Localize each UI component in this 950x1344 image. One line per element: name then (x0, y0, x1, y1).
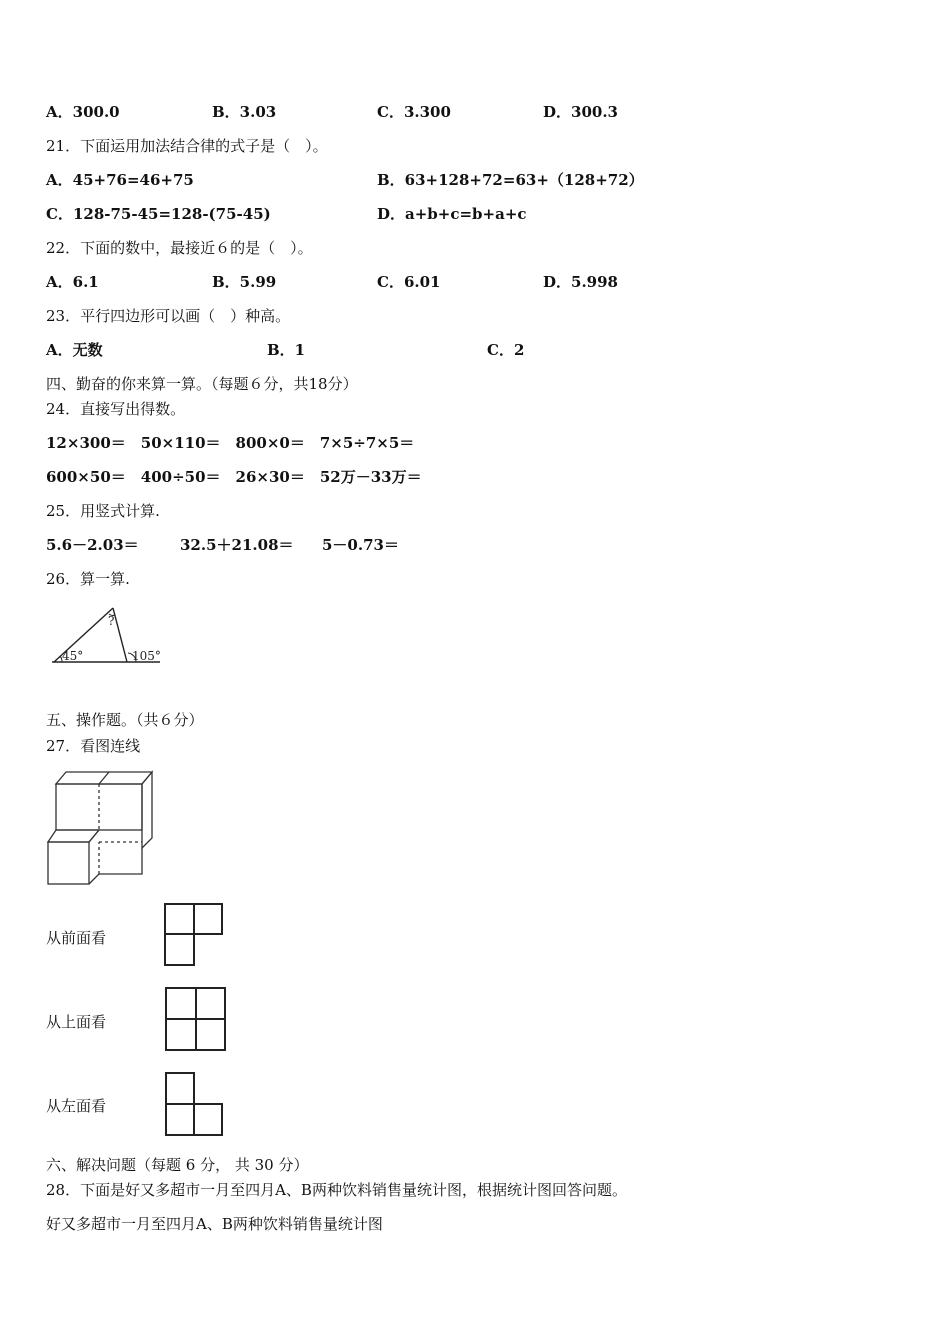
left-view-grid (164, 1071, 224, 1137)
q23-stem: 23．平行四边形可以画（ ）种高。 (46, 307, 291, 325)
section-5-title: 五、操作题。（共６分） (46, 711, 204, 729)
cube-stack-figure (46, 770, 158, 886)
q20-option-a: A．300.0 (46, 103, 120, 121)
q21-option-c: C．128-75-45=128-(75-45) (46, 205, 271, 223)
q21-option-a: A．45+76=46+75 (46, 171, 194, 189)
q20-option-c: C．3.300 (377, 103, 451, 121)
top-view-grid (164, 986, 228, 1052)
q23-option-c: C．2 (487, 341, 525, 359)
q25-item-3: 5－0.73＝ (322, 536, 399, 554)
q22-stem: 22．下面的数中，最接近６的是（ ）。 (46, 239, 313, 257)
q24-stem: 24．直接写出得数。 (46, 400, 186, 418)
q28-stem: 28．下面是好又多超市一月至四月A、B两种饮料销售量统计图，根据统计图回答问题。 (46, 1181, 627, 1199)
q24-row-1: 12×300＝ 50×110＝ 800×0＝ 7×5÷7×5＝ (46, 434, 415, 452)
q25-item-2: 32.5＋21.08＝ (180, 536, 294, 554)
q23-option-b: B．1 (267, 341, 306, 359)
q20-option-b: B．3.03 (212, 103, 277, 121)
view-label-left: 从左面看 (46, 1097, 107, 1115)
section-6-title: 六、解决问题（每题 6 分， 共 30 分） (46, 1156, 309, 1174)
triangle-right-side (113, 608, 127, 662)
q21-option-b: B．63+128+72=63+（128+72） (377, 171, 644, 189)
q23-option-a: A．无数 (46, 341, 103, 359)
q22-option-a: A．6.1 (46, 273, 99, 291)
q21-stem: 21．下面运用加法结合律的式子是（ ）。 (46, 137, 328, 155)
angle-label-45: 45° (62, 649, 84, 663)
angle-label-unknown: ? (108, 614, 115, 628)
q27-stem: 27．看图连线 (46, 737, 141, 755)
front-view-grid (164, 903, 224, 967)
triangle-figure (50, 604, 165, 668)
q25-stem: 25．用竖式计算. (46, 502, 160, 520)
view-label-top: 从上面看 (46, 1013, 107, 1031)
angle-label-105: 105° (132, 649, 161, 663)
q22-option-d: D．5.998 (543, 273, 618, 291)
q28-chart-title: 好又多超市一月至四月A、B两种饮料销售量统计图 (46, 1215, 383, 1233)
q21-option-d: D．a+b+c=b+a+c (377, 205, 527, 223)
view-label-front: 从前面看 (46, 929, 107, 947)
q25-item-1: 5.6－2.03＝ (46, 536, 139, 554)
q22-option-b: B．5.99 (212, 273, 277, 291)
q24-row-2: 600×50＝ 400÷50＝ 26×30＝ 52万－33万＝ (46, 468, 422, 486)
section-4-title: 四、勤奋的你来算一算。（每题６分，共18分） (46, 375, 358, 393)
q22-option-c: C．6.01 (377, 273, 441, 291)
q20-option-d: D．300.3 (543, 103, 618, 121)
q26-stem: 26．算一算. (46, 570, 130, 588)
